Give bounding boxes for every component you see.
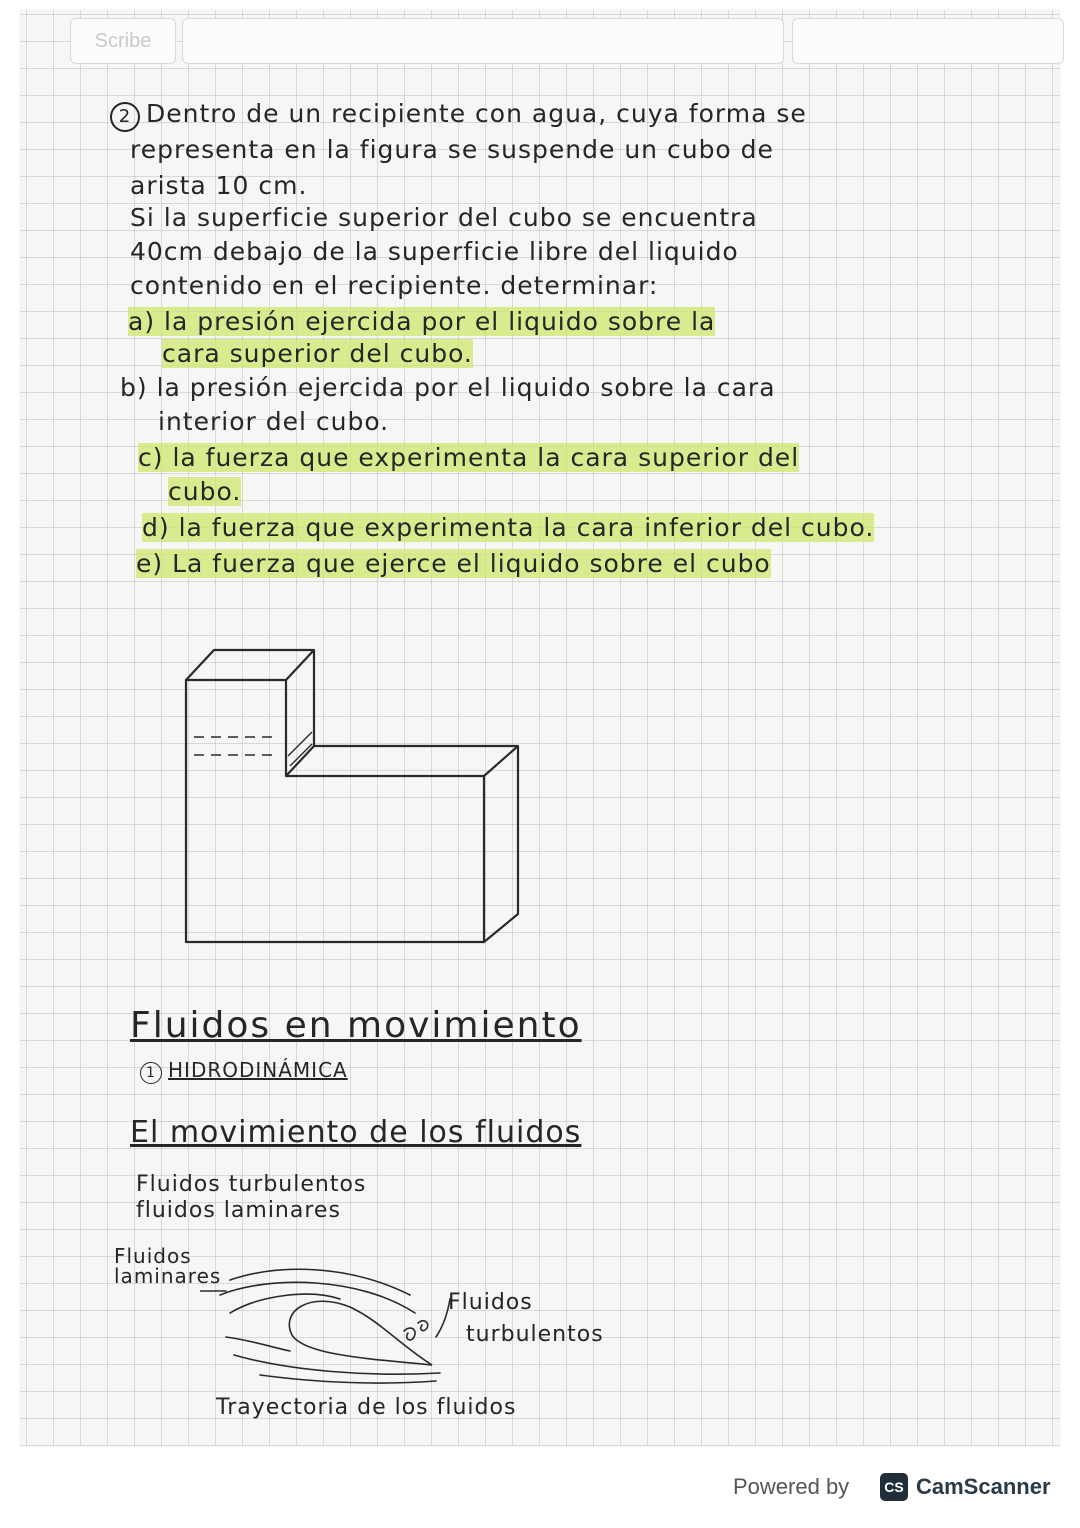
problem-line-3: arista 10 cm.: [130, 171, 308, 200]
tall-column-side: [286, 650, 314, 776]
streamline-2: [220, 1282, 415, 1313]
water-level-side-2: [290, 744, 312, 766]
low-section-top: [314, 746, 518, 776]
item-c-line-1: [138, 442, 799, 473]
item-b-line-2: interior del cubo.: [158, 407, 390, 436]
item-c-line-2: [168, 476, 241, 507]
item-e-line: [136, 548, 771, 579]
streamline-3: [230, 1294, 340, 1313]
low-section-side: [484, 746, 518, 942]
turbulence-swirl-1: [404, 1328, 415, 1340]
section-title: Fluidos en movimiento: [130, 1005, 582, 1046]
section-subtitle: [140, 1058, 348, 1084]
flow-caption: Trayectoria de los fluidos: [216, 1395, 517, 1420]
problem-number: 2: [110, 102, 140, 132]
section-list-item-2: fluidos laminares: [136, 1198, 341, 1223]
section-line: El movimiento de los fluidos: [130, 1115, 582, 1150]
problem-line-6: contenido en el recipiente. determinar:: [130, 271, 659, 300]
problem-line-1: [110, 98, 807, 132]
streamline-6: [260, 1375, 436, 1383]
camscanner-badge-icon: CS: [880, 1473, 908, 1501]
problem-line-4: Si la superficie superior del cubo se encuentra: [130, 203, 758, 232]
header-field-2: [792, 18, 1064, 64]
flow-label-left-2: laminares: [114, 1264, 222, 1288]
container-figure: [150, 620, 570, 960]
item-b-line-1: b) la presión ejercida por el liquido sobre la cara: [120, 373, 776, 402]
item-d-line: [142, 512, 874, 543]
header-field-1: [182, 18, 784, 64]
problem-text-1: Dentro de un recipiente con agua, cuya forma se: [146, 99, 807, 128]
camscanner-brand: CamScanner: [916, 1474, 1051, 1499]
subtitle-number: 1: [140, 1062, 162, 1084]
streamline-5: [234, 1355, 440, 1374]
item-c-text-2: cubo.: [168, 477, 242, 506]
camscanner-logo: [880, 1472, 1051, 1502]
item-a-text-2: cara superior del cubo.: [162, 339, 473, 368]
item-a-line-1: [128, 306, 715, 337]
flow-label-right-2: turbulentos: [466, 1322, 604, 1347]
item-e-text: e) La fuerza que ejerce el liquido sobre el cubo: [136, 549, 771, 578]
item-c-text-1: c) la fuerza que experimenta la cara superior del: [138, 443, 800, 472]
tall-column-front: [186, 680, 484, 942]
streamline-4: [226, 1337, 290, 1351]
subtitle-text: HIDRODINÁMICA: [168, 1058, 348, 1082]
flow-diagram: [200, 1255, 460, 1385]
item-d-text: d) la fuerza que experimenta la cara inferior del cubo.: [142, 513, 875, 542]
problem-line-5: 40cm debajo de la superficie libre del liquido: [130, 237, 739, 266]
item-a-line-2: [162, 338, 473, 369]
tall-column-top: [186, 650, 314, 680]
flow-label-right-1: Fluidos: [448, 1290, 533, 1315]
pointer-line: [436, 1299, 450, 1337]
problem-line-2: representa en la figura se suspende un cubo de: [130, 135, 774, 164]
flow-label-left-1: Fluidos: [114, 1244, 192, 1268]
section-list-item-1: Fluidos turbulentos: [136, 1172, 367, 1197]
item-a-text-1: a) la presión ejercida por el liquido sobre la: [128, 307, 716, 336]
scribe-label: Scribe: [70, 18, 176, 64]
powered-by-text: Powered by: [733, 1474, 850, 1499]
turbulence-swirl-2: [418, 1321, 428, 1331]
streamline-1: [230, 1269, 410, 1295]
